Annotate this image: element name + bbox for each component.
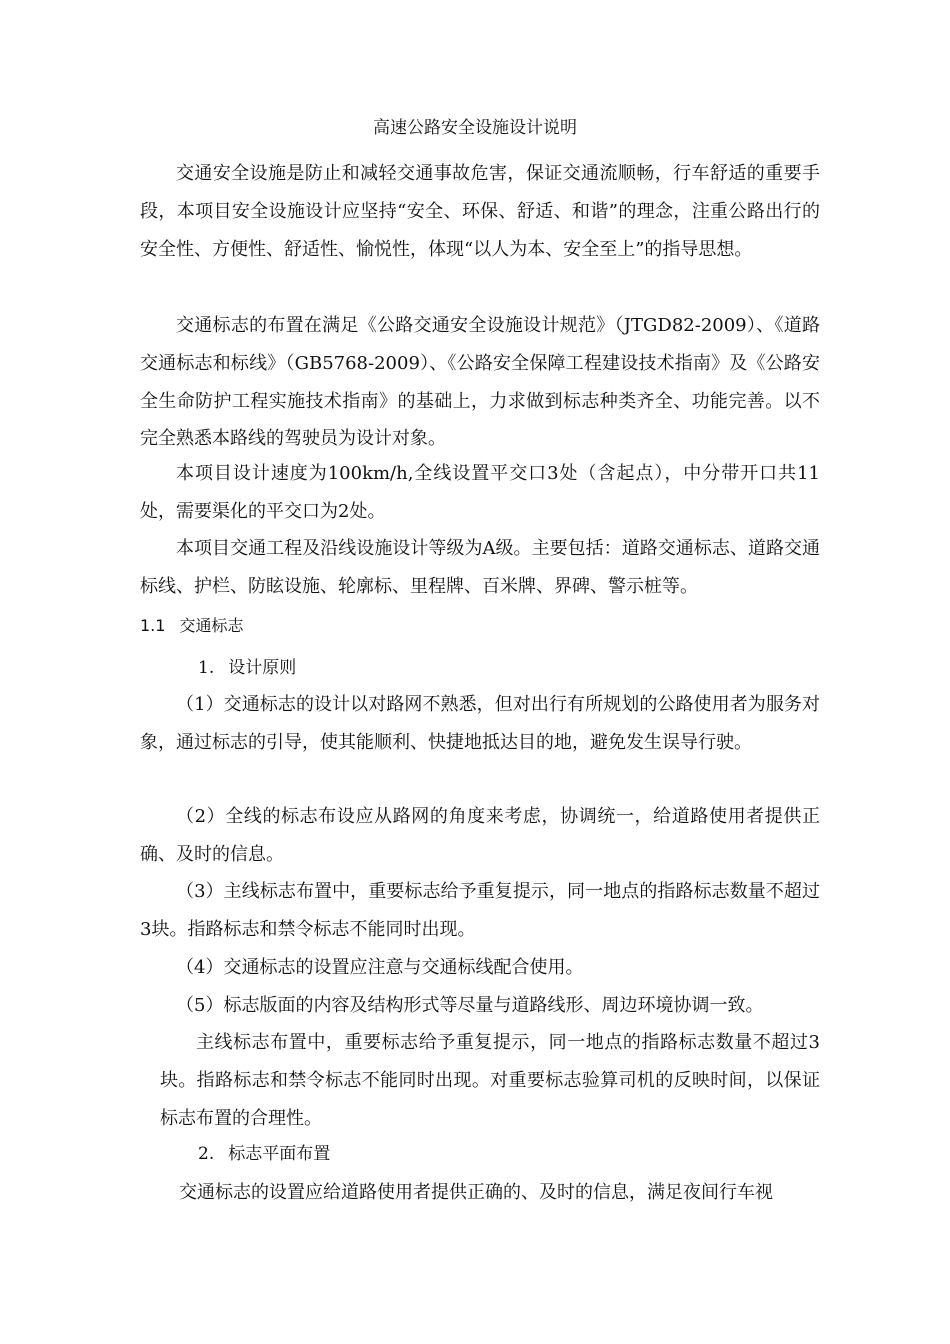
intro-paragraph-1: 交通安全设施是防止和减轻交通事故危害，保证交通流顺畅，行车舒适的重要手段，本项目安全设施设计应坚持“安全、环保、舒适、和谐”的理念，注重公路出行的安全性、方便性、舒适性、愉悦性，体现“以人为本、安全至上”的指导思想。 [140, 163, 820, 260]
document-title: 高速公路安全设施设计说明 [373, 118, 577, 138]
principle-2: （2）全线的标志布设应从路网的角度来考虑，协调统一，给道路使用者提供正确、及时的信息。 [140, 806, 820, 865]
layout-paragraph: 交通标志的设置应给道路使用者提供正确的、及时的信息，满足夜间行车视 [179, 1182, 773, 1203]
intro-paragraph-2: 交通标志的布置在满足《公路交通安全设施设计规范》（JTGD82-2009）、《道路交通标志和标线》（GB5768-2009）、《公路安全保障工程建设技术指南》及《公路安全生命防护工程实施技术指南》的基础上，力求做到标志种类齐全、功能完善。以不完全熟悉本路线的驾驶员为设计对象。 [140, 315, 820, 450]
principle-5: （5）标志版面的内容及结构形式等尽量与道路线形、周边环境协调一致。 [176, 995, 764, 1016]
subsection-title-2: 标志平面布置 [228, 1144, 331, 1164]
intro-paragraph-3: 本项目设计速度为100km/h,全线设置平交口3处（含起点），中分带开口共11处，需要渠化的平交口为2处。 [140, 463, 820, 522]
subsection-heading-2 [198, 1142, 330, 1166]
section-heading [140, 614, 243, 638]
principles-note: 主线标志布置中，重要标志给予重复提示，同一地点的指路标志数量不超过3块。指路标志和禁令标志不能同时出现。对重要标志验算司机的反映时间，以保证标志布置的合理性。 [160, 1032, 820, 1129]
subsection-heading-1 [198, 656, 296, 680]
intro-paragraph-4: 本项目交通工程及沿线设施设计等级为A级。主要包括：道路交通标志、道路交通标线、护栏、防眩设施、轮廓标、里程牌、百米牌、界碑、警示桩等。 [140, 538, 820, 597]
principle-4: （4）交通标志的设置应注意与交通标线配合使用。 [176, 957, 584, 978]
section-number: 1.1 [140, 616, 166, 635]
subsection-title-1: 设计原则 [228, 658, 297, 678]
subsection-number-2: 2. [198, 1144, 215, 1164]
principle-1: （1）交通标志的设计以对路网不熟悉，但对出行有所规划的公路使用者为服务对象，通过标志的引导，使其能顺利、快捷地抵达目的地，避免发生误导行驶。 [140, 694, 820, 753]
section-title: 交通标志 [179, 616, 244, 635]
principle-3: （3）主线标志布置中，重要标志给予重复提示，同一地点的指路标志数量不超过3块。指路标志和禁令标志不能同时出现。 [140, 881, 820, 940]
subsection-number-1: 1. [198, 658, 215, 678]
